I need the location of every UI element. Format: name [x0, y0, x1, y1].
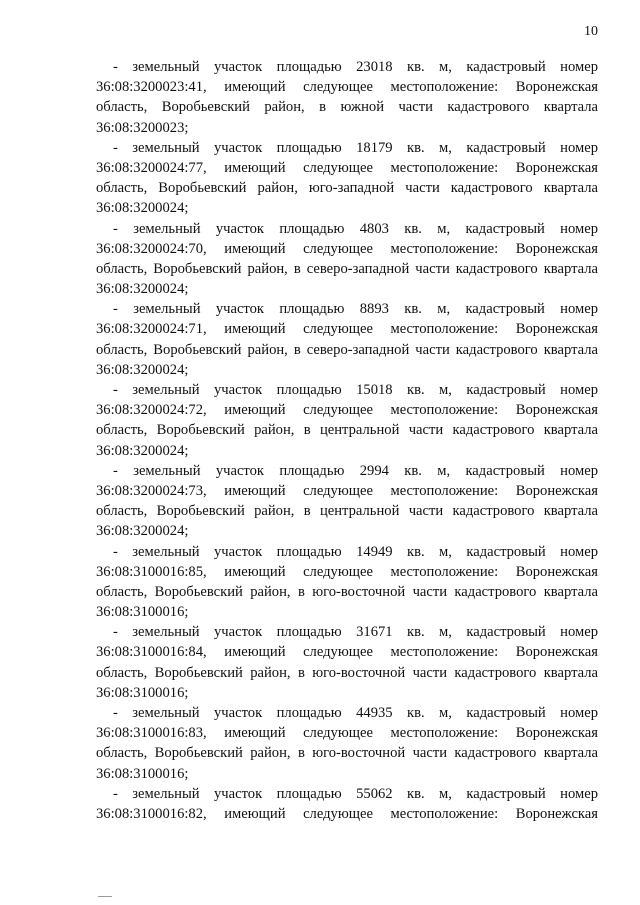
list-item [96, 784, 598, 824]
list-item [96, 57, 598, 138]
item-line: область, Воробьевский район, в северо-западной части кадастрового квартала [96, 260, 598, 277]
item-line: область, Воробьевский район, в центральной части кадастрового квартала [96, 503, 598, 520]
list-item [96, 622, 598, 703]
item-line: - земельный участок площадью 8893 кв. м, кадастровый номер [113, 301, 598, 318]
item-line: 36:08:3200024:70, имеющий следующее местоположение: Воронежская [96, 240, 598, 257]
item-line: область, Воробьевский район, в центральной части кадастрового квартала [96, 422, 598, 439]
item-line: область, Воробьевский район, юго-западной части кадастрового квартала [96, 180, 598, 197]
list-item [96, 703, 598, 784]
item-line: - земельный участок площадью 2994 кв. м, кадастровый номер [113, 462, 598, 479]
item-line: 36:08:3200024; [96, 200, 189, 217]
item-line: 36:08:3200024; [96, 281, 189, 298]
item-line: 36:08:3200023:41, имеющий следующее местоположение: Воронежская [96, 79, 598, 96]
item-line: область, Воробьевский район, в южной части кадастрового квартала [96, 99, 598, 116]
item-line: 36:08:3200024:77, имеющий следующее местоположение: Воронежская [96, 159, 598, 176]
item-line: 36:08:3100016; [96, 604, 189, 621]
item-line: 36:08:3200024:72, имеющий следующее местоположение: Воронежская [96, 402, 598, 419]
document-body [96, 57, 598, 824]
item-line: - земельный участок площадью 14949 кв. м, кадастровый номер [113, 543, 598, 560]
item-line: 36:08:3100016:83, имеющий следующее местоположение: Воронежская [96, 725, 598, 742]
item-line: 36:08:3200024; [96, 361, 189, 378]
list-item [96, 219, 598, 300]
list-item [96, 138, 598, 219]
item-line: область, Воробьевский район, в северо-западной части кадастрового квартала [96, 341, 598, 358]
scan-artifact-mark [98, 896, 112, 901]
item-line: область, Воробьевский район, в юго-восточной части кадастрового квартала [96, 664, 598, 681]
item-line: - земельный участок площадью 55062 кв. м, кадастровый номер [113, 785, 598, 802]
item-line: область, Воробьевский район, в юго-восточной части кадастрового квартала [96, 583, 598, 600]
list-item [96, 380, 598, 461]
item-line: 36:08:3100016; [96, 765, 189, 782]
item-line: 36:08:3200024:73, имеющий следующее местоположение: Воронежская [96, 482, 598, 499]
item-line: - земельный участок площадью 44935 кв. м, кадастровый номер [113, 705, 598, 721]
item-line: 36:08:3200024; [96, 523, 189, 540]
item-line: - земельный участок площадью 4803 кв. м, кадастровый номер [113, 220, 598, 237]
item-line: 36:08:3100016; [96, 684, 189, 701]
item-line: - земельный участок площадью 31671 кв. м, кадастровый номер [113, 624, 598, 641]
item-line: 36:08:3200024:71, имеющий следующее местоположение: Воронежская [96, 321, 598, 338]
item-line: 36:08:3200023; [96, 119, 189, 136]
item-line: - земельный участок площадью 23018 кв. м, кадастровый номер [113, 59, 598, 75]
item-line: 36:08:3100016:85, имеющий следующее местоположение: Воронежская [96, 563, 598, 580]
item-line: 36:08:3200024; [96, 442, 189, 459]
list-item [96, 461, 598, 542]
item-line: 36:08:3100016:84, имеющий следующее местоположение: Воронежская [96, 644, 598, 661]
item-line: - земельный участок площадью 18179 кв. м, кадастровый номер [113, 139, 598, 156]
item-line: - земельный участок площадью 15018 кв. м, кадастровый номер [113, 382, 598, 398]
list-item [96, 299, 598, 380]
item-line: область, Воробьевский район, в юго-восточной части кадастрового квартала [96, 745, 598, 762]
item-line: 36:08:3100016:82, имеющий следующее местоположение: Воронежская [96, 805, 598, 822]
page-number: 10 [584, 24, 598, 39]
list-item [96, 542, 598, 623]
